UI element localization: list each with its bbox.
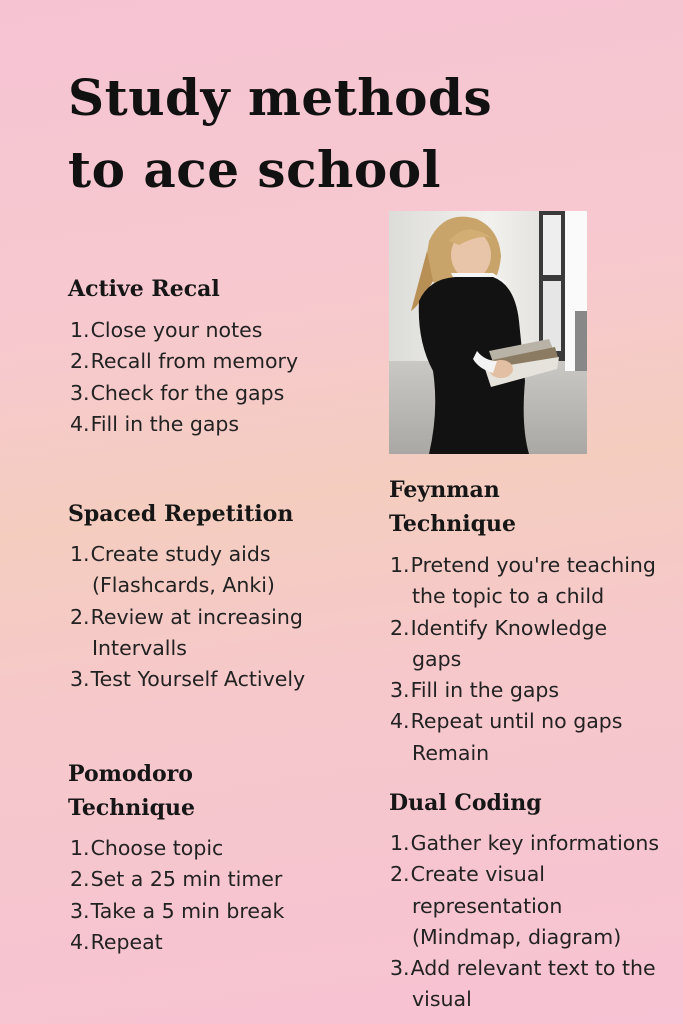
list-item-text: visual [412,987,472,1012]
list-item [70,315,298,346]
active-recal-heading: Active Recal [68,276,220,302]
student-illustration [389,211,587,454]
list-item [390,550,656,613]
spaced-repetition-list [70,539,305,695]
list-item [70,896,284,927]
list-item-text: Add relevant text to the [410,956,656,981]
list-item-text: Check for the gaps [90,380,285,405]
title-line-2: to ace school [68,140,442,199]
list-item-number: 3. [390,956,410,981]
list-item-text: Review at increasing [90,604,303,629]
list-item-number: 3. [390,678,410,703]
list-item-number: 3. [70,380,90,405]
list-item-text: Intervalls [92,635,187,660]
pomodoro-list [70,833,284,958]
list-item-text: Recall from memory [90,349,299,374]
list-item-text: Test Yourself Actively [90,667,306,692]
list-item-number: 1. [390,831,410,855]
list-item-number: 4. [390,709,410,734]
list-item-text: Create visual [410,862,545,887]
list-item-text: Close your notes [90,318,263,342]
dual-coding-list [390,828,659,1016]
list-item-number: 3. [70,898,90,923]
list-item-text: Fill in the gaps [410,678,560,703]
feynman-heading-line-2: Technique [389,511,516,537]
list-item-text: Gather key informations [410,831,659,855]
list-item-number: 3. [70,667,90,692]
feynman-heading-line-1: Feynman [389,477,500,503]
list-item [70,378,298,409]
list-item [70,664,305,695]
pomodoro-heading-line-2: Technique [68,795,195,821]
list-item-number: 1. [70,542,90,566]
list-item [70,346,298,377]
list-item-text: representation [412,893,563,918]
spaced-repetition-heading: Spaced Repetition [68,501,294,527]
list-item [70,539,305,602]
pomodoro-heading-line-1: Pomodoro [68,761,193,787]
list-item [70,833,284,864]
list-item-number: 4. [70,929,90,954]
list-item [390,828,659,859]
list-item [390,706,656,769]
student-photo [389,211,587,454]
list-item-text: Repeat [90,929,163,954]
list-item-text: Take a 5 min break [90,898,285,923]
active-recal-list [70,315,298,440]
list-item-number: 2. [390,615,410,640]
list-item [390,675,656,706]
list-item-text: (Flashcards, Anki) [92,573,275,598]
list-item-number: 1. [390,553,410,577]
list-item [390,859,659,953]
list-item-number: 1. [70,318,90,342]
list-item-text: Repeat until no gaps [410,709,623,734]
feynman-heading [389,473,516,541]
list-item-number: 2. [70,604,90,629]
list-item [70,409,298,440]
list-item [70,602,305,665]
list-item [390,953,659,1016]
list-item-text: Choose topic [90,836,224,860]
list-item-number: 2. [70,349,90,374]
pomodoro-heading [68,757,195,825]
list-item-text: Create study aids [90,542,271,566]
list-item-text: Fill in the gaps [90,411,240,436]
feynman-list [390,550,656,769]
list-item-text: the topic to a child [412,584,605,609]
list-item-text: Pretend you're teaching [410,553,656,577]
list-item [70,864,284,895]
list-item-text: (Mindmap, diagram) [412,924,622,949]
list-item-text: Set a 25 min timer [90,867,283,892]
list-item-number: 2. [390,862,410,887]
list-item [390,613,656,676]
list-item-text: Remain [412,740,490,765]
list-item-number: 2. [70,867,90,892]
dual-coding-heading: Dual Coding [389,790,542,816]
list-item-number: 4. [70,411,90,436]
title-line-1: Study methods [68,68,493,127]
list-item-number: 1. [70,836,90,860]
page-title [68,62,492,206]
list-item-text: gaps [412,646,462,671]
list-item-text: Identify Knowledge [410,615,608,640]
list-item [70,927,284,958]
